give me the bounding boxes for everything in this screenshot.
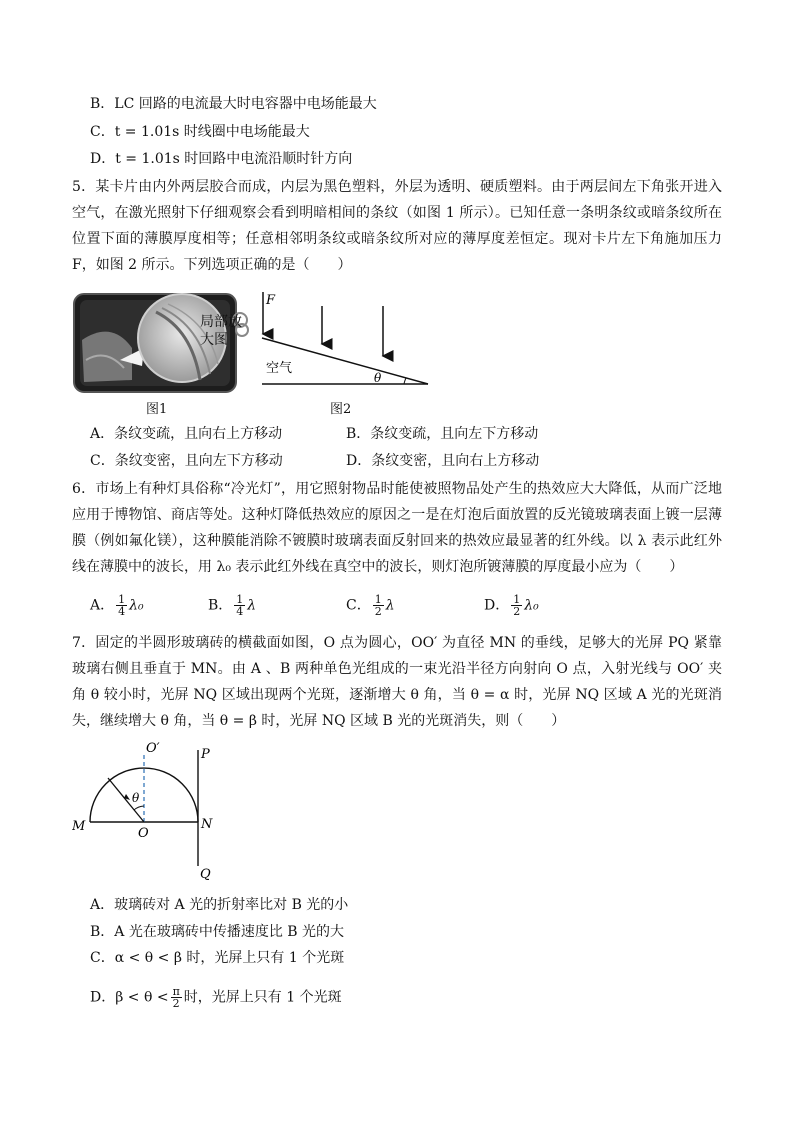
question-7-text: 7．固定的半圆形玻璃砖的横截面如图，O 点为圆心，OO′ 为直径 MN 的垂线，足够大的光屏 PQ 紧靠玻璃右侧且垂直于 MN。由 A 、B 两种单色光组成的一束光沿半径方向射向 O 点，入射光线与 OO′ 夹角 θ 较小时，光屏 NQ 区域出现两个光斑，逐渐增大 θ 角，当 θ = α 时，光屏 NQ 区域 A 光的光斑消失，继续增大 θ 角，当 θ = β 时，光屏 NQ 区域 B 光的光斑消失，则（ ）: [72, 635, 722, 729]
q6-option-d-label: D．: [484, 597, 510, 614]
q6-option-d: [484, 594, 539, 617]
q7-option-d-fraction: [171, 986, 182, 1009]
q7-option-b: B．A 光在玻璃砖中传播速度比 B 光的大: [90, 924, 345, 940]
q5-option-c: C．条纹变密，且向左下方移动: [90, 453, 283, 469]
q6-option-a-fraction: [116, 594, 127, 617]
angle-arc: [404, 378, 406, 384]
q7-option-d: [90, 986, 342, 1009]
q6-option-c-symbol: λ: [385, 597, 395, 614]
q6-option-c: [346, 594, 395, 617]
label-o-prime: O′: [146, 741, 160, 756]
q6-option-c-den: 2: [374, 605, 382, 618]
q6-option-a-symbol: λ₀: [129, 597, 144, 614]
q7-option-d-post: 时，光屏上只有 1 个光斑: [183, 989, 342, 1006]
q7-option-d-num: π: [172, 985, 180, 998]
air-label: 空气: [266, 361, 293, 376]
figure-2-label: 图2: [330, 402, 352, 417]
question-5-text: 5．某卡片由内外两层胶合而成，内层为黑色塑料，外层为透明、硬质塑料。由于两层间左下角张开进入空气，在激光照射下仔细观察会看到明暗相间的条纹（如图 1 所示）。已知任意一条明条纹或暗条纹所在位置下面的薄膜厚度相等；任意相邻明条纹或暗条纹所对应的薄厚度差恒定。现对卡片左下角施加压力 F，如图 2 所示。下列选项正确的是（ ）: [72, 179, 722, 273]
label-m: M: [72, 819, 86, 834]
q7-option-c: C．α < θ < β 时，光屏上只有 1 个光斑: [90, 950, 345, 966]
q6-option-a-num: 1: [118, 593, 126, 606]
q5-option-d: D．条纹变密，且向右上方移动: [346, 453, 540, 469]
q7-option-a: A．玻璃砖对 A 光的折射率比对 B 光的小: [90, 897, 349, 913]
q6-option-c-fraction: [373, 594, 384, 617]
q6-option-d-symbol: λ₀: [524, 597, 539, 614]
q6-option-c-label: C．: [346, 597, 371, 614]
figure-q7-semicircle-diagram: [72, 738, 232, 888]
label-n: N: [201, 817, 213, 832]
angle-label-theta: θ: [374, 371, 382, 385]
figure-2-wedge-diagram: [256, 288, 436, 396]
q5-option-a: A．条纹变疏，且向右上方移动: [90, 426, 283, 442]
prev-option-b: B．LC 回路的电流最大时电容器中电场能最大: [90, 96, 377, 112]
q7-option-d-den: 2: [172, 997, 180, 1010]
question-6-text: 6．市场上有种灯具俗称“冷光灯”，用它照射物品时能使被照物品处产生的热效应大大降低，从而广泛地应用于博物馆、商店等处。这种灯降低热效应的原因之一是在灯泡后面放置的反光镜玻璃表面上镀一层薄膜（例如氟化镁），这种膜能消除不镀膜时玻璃表面反射回来的热效应最显著的红外线。以 λ 表示此红外线在薄膜中的波长，用 λ₀ 表示此红外线在真空中的波长，则灯泡所镀薄膜的厚度最小应为（ ）: [72, 481, 722, 575]
q6-option-a: [90, 594, 144, 617]
q7-option-d-pre: D．β < θ <: [90, 989, 169, 1006]
q6-option-b: [208, 594, 256, 617]
q6-option-b-symbol: λ: [247, 597, 257, 614]
q6-option-b-fraction: [234, 594, 245, 617]
figure-1-callout-line-2: 大图: [200, 332, 228, 348]
q5-option-b: B．条纹变疏，且向左下方移动: [346, 426, 539, 442]
q6-option-c-num: 1: [374, 593, 382, 606]
label-q: Q: [200, 867, 211, 882]
figure-1-callout-line-1: 局部放: [200, 314, 242, 330]
force-label-f: F: [266, 293, 276, 308]
q6-option-b-num: 1: [236, 593, 244, 606]
q6-option-a-label: A．: [90, 597, 115, 614]
q6-option-b-label: B．: [208, 597, 233, 614]
prev-option-c: C．t = 1.01s 时线圈中电场能最大: [90, 124, 310, 140]
q6-option-d-num: 1: [513, 593, 521, 606]
q6-option-d-den: 2: [513, 605, 521, 618]
prev-option-d: D．t = 1.01s 时回路中电流沿顺时针方向: [90, 151, 353, 167]
figure-1-card-image: [72, 290, 250, 396]
theta-arc: [134, 806, 144, 810]
figure-1-label: 图1: [146, 402, 168, 417]
q6-option-b-den: 4: [236, 605, 244, 618]
q6-option-d-fraction: [511, 594, 522, 617]
label-o: O: [138, 826, 149, 841]
q6-option-a-den: 4: [118, 605, 126, 618]
label-theta: θ: [132, 791, 140, 805]
label-p: P: [201, 747, 210, 762]
